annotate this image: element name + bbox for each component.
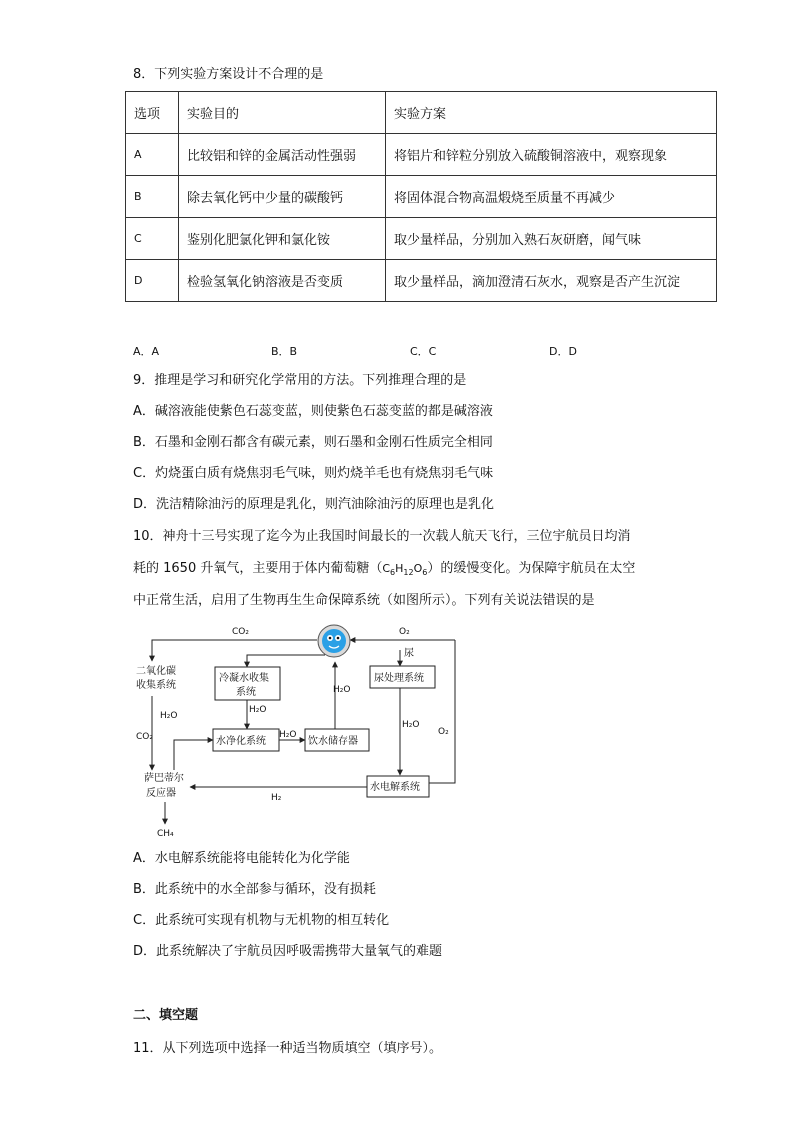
sabatier-label-1: 萨巴蒂尔 [144, 773, 184, 784]
row-plan: 取少量样品，滴加澄清石灰水，观察是否产生沉淀 [386, 260, 717, 302]
urine-label: 尿 [404, 648, 414, 659]
co2-top-arrow [152, 640, 317, 661]
h2o-label-urine: H₂O [402, 720, 420, 730]
condense-label-1: 冷凝水收集 [219, 673, 269, 684]
row-option: A [126, 134, 179, 176]
q10-option-c: C．此系统可实现有机物与无机物的相互转化 [133, 913, 390, 928]
glucose-formula: $C_6H_{12}O_6$ [382, 562, 428, 578]
q10-stem-line2-a: 耗的 1650 升氧气，主要用于体内葡萄糖（ [133, 561, 383, 576]
sabatier-label-2: 反应器 [146, 788, 176, 799]
electrolysis-label: 水电解系统 [370, 782, 420, 793]
h2o-label-co2-collect: H₂O [160, 711, 178, 721]
o2-top-label: O₂ [399, 627, 410, 637]
header-plan: 实验方案 [386, 92, 717, 134]
q9-option-a: A．碱溶液能使紫色石蕊变蓝，则使紫色石蕊变蓝的都是碱溶液 [133, 404, 493, 419]
q10-stem-line3: 中正常生活，启用了生物再生生命保障系统（如图所示）。下列有关说法错误的是 [133, 593, 595, 608]
q8-choice-a: A．A [133, 345, 160, 358]
q10-option-b: B．此系统中的水全部参与循环，没有损耗 [133, 882, 376, 897]
q9-option-c: C．灼烧蛋白质有烧焦羽毛气味，则灼烧羊毛也有烧焦羽毛气味 [133, 466, 494, 481]
condense-label-2: 系统 [236, 687, 256, 698]
urine-proc-label: 尿处理系统 [374, 673, 424, 684]
header-option: 选项 [126, 92, 179, 134]
q8-choice-d: D．D [549, 345, 577, 358]
co2-collect-label-2: 收集系统 [136, 680, 176, 691]
q8-choice-c: C．C [410, 345, 437, 358]
row-plan: 取少量样品，分别加入熟石灰研磨，闻气味 [386, 218, 717, 260]
h2o-label-condense: H₂O [249, 705, 267, 715]
o2-right-label: O₂ [438, 727, 449, 737]
co2-left-label: CO₂ [136, 732, 153, 742]
q10-stem-line1: 10．神舟十三号实现了迄今为止我国时间最长的一次载人航天飞行，三位宇航员日均消 [133, 529, 631, 544]
q11-stem: 11．从下列选项中选择一种适当物质填空（填序号）。 [133, 1041, 443, 1056]
header-purpose: 实验目的 [179, 92, 386, 134]
co2-top-label: CO₂ [232, 627, 249, 637]
to-condense-arrow [247, 655, 325, 667]
q8-choice-b: B．B [271, 345, 298, 358]
astronaut-icon [318, 625, 350, 657]
row-option: C [126, 218, 179, 260]
h2-label: H₂ [271, 793, 282, 803]
row-purpose: 比较铝和锌的金属活动性强弱 [179, 134, 386, 176]
h2o-label-storage: H₂O [333, 685, 351, 695]
row-purpose: 除去氧化钙中少量的碳酸钙 [179, 176, 386, 218]
ch4-label: CH₄ [157, 829, 174, 839]
row-plan: 将固体混合物高温煅烧至质量不再减少 [386, 176, 717, 218]
q9-stem: 9．推理是学习和研究化学常用的方法。下列推理合理的是 [133, 373, 467, 388]
q10-option-d: D．此系统解决了宇航员因呼吸需携带大量氧气的难题 [133, 944, 443, 959]
sabatier-to-purify-arrow [174, 740, 213, 770]
q10-stem-line2-b: ）的缓慢变化。为保障宇航员在太空 [427, 561, 636, 576]
q8-stem: 8．下列实验方案设计不合理的是 [133, 67, 324, 82]
row-option: D [126, 260, 179, 302]
row-option: B [126, 176, 179, 218]
o2-loop-line [428, 640, 455, 783]
q10-option-a: A．水电解系统能将电能转化为化学能 [133, 851, 350, 866]
row-purpose: 鉴别化肥氯化钾和氯化铵 [179, 218, 386, 260]
row-purpose: 检验氢氧化钠溶液是否变质 [179, 260, 386, 302]
co2-collect-label-1: 二氧化碳 [136, 666, 176, 677]
row-plan: 将铝片和锌粒分别放入硫酸铜溶液中，观察现象 [386, 134, 717, 176]
q9-option-b: B．石墨和金刚石都含有碳元素，则石墨和金刚石性质完全相同 [133, 435, 493, 450]
storage-label: 饮水储存器 [308, 736, 358, 747]
section-title: 二、填空题 [133, 1008, 199, 1023]
h2o-label-purify: H₂O [279, 730, 297, 740]
q9-option-d: D．洗洁精除油污的原理是乳化，则汽油除油污的原理也是乳化 [133, 497, 495, 512]
purify-label: 水净化系统 [216, 736, 266, 747]
